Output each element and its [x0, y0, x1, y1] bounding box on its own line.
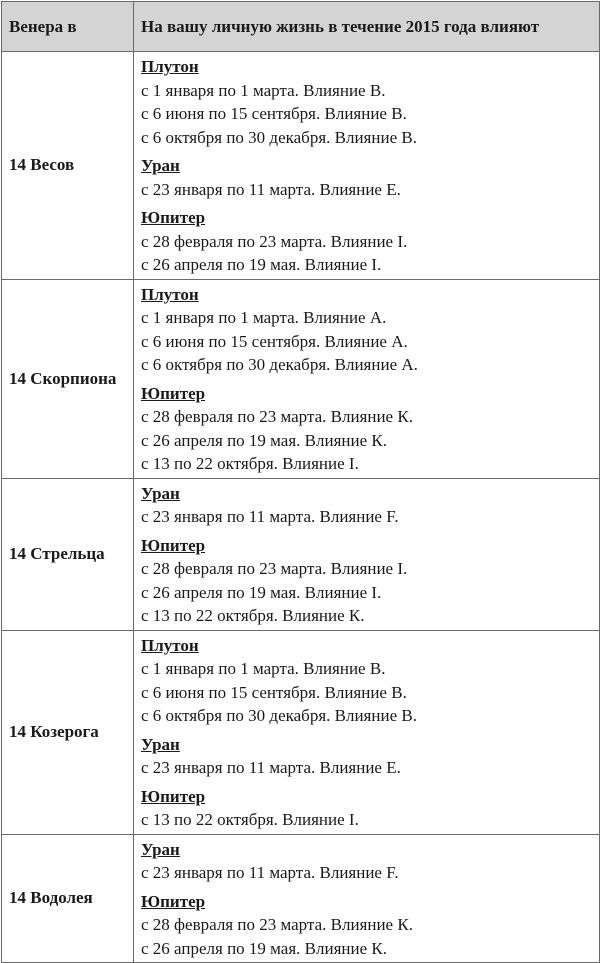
- zodiac-sign-cell: 14 Водолея: [2, 834, 134, 963]
- influence-period: с 28 февраля по 23 марта. Влияние I.: [141, 559, 408, 578]
- influence-period: с 28 февраля по 23 марта. Влияние I.: [141, 231, 408, 251]
- influence-period: с 23 января по 11 марта. Влияние Е.: [141, 179, 401, 199]
- influence-period: с 6 июня по 15 сентября. Влияние В.: [141, 682, 407, 702]
- table-row: [2, 630, 600, 834]
- influence-period: с 13 по 22 октября. Влияние К.: [141, 606, 365, 625]
- zodiac-sign-cell: 14 Козерога: [2, 630, 134, 834]
- header-row: [2, 2, 600, 52]
- planet-heading: Юпитер: [141, 208, 206, 227]
- planet-heading: Плутон: [141, 635, 199, 655]
- planet-heading: Юпитер: [141, 535, 206, 555]
- influence-cell: [134, 279, 600, 478]
- influence-period: с 26 апреля по 19 мая. Влияние I.: [141, 582, 382, 602]
- zodiac-sign-cell: 14 Стрельца: [2, 478, 134, 630]
- table-row: [2, 52, 600, 280]
- table-row: [2, 834, 600, 963]
- influence-cell: [134, 834, 600, 963]
- influence-period: с 28 февраля по 23 марта. Влияние К.: [141, 915, 413, 934]
- zodiac-sign-cell: 14 Скорпиона: [2, 279, 134, 478]
- influence-cell: [134, 478, 600, 630]
- planet-heading: Уран: [141, 483, 180, 503]
- table-row: [2, 279, 600, 478]
- venus-influence-table: [1, 1, 600, 963]
- influence-period: с 13 по 22 октября. Влияние I.: [141, 454, 359, 473]
- influence-period: с 6 июня по 15 сентября. Влияние А.: [141, 331, 408, 351]
- planet-heading: Плутон: [141, 57, 199, 76]
- zodiac-sign-cell: 14 Весов: [2, 52, 134, 280]
- planet-heading: Юпитер: [141, 383, 206, 403]
- influence-period: с 26 апреля по 19 мая. Влияние К.: [141, 938, 387, 958]
- planet-heading: Юпитер: [141, 891, 206, 911]
- planet-heading: Уран: [141, 156, 180, 175]
- influence-period: с 26 апреля по 19 мая. Влияние I.: [141, 255, 382, 274]
- influence-period: с 1 января по 1 марта. Влияние В.: [141, 659, 386, 678]
- influence-period: с 6 июня по 15 сентября. Влияние В.: [141, 104, 407, 123]
- influence-period: с 13 по 22 октября. Влияние I.: [141, 810, 359, 829]
- planet-heading: Плутон: [141, 284, 199, 304]
- influence-period: с 26 апреля по 19 мая. Влияние К.: [141, 430, 387, 450]
- influence-period: с 23 января по 11 марта. Влияние F.: [141, 507, 399, 526]
- influence-period: с 23 января по 11 марта. Влияние F.: [141, 863, 399, 882]
- influence-period: с 23 января по 11 марта. Влияние Е.: [141, 758, 401, 777]
- influence-period: с 1 января по 1 марта. Влияние А.: [141, 308, 387, 327]
- header-venus-in: Венера в: [2, 2, 134, 52]
- header-influences: На вашу личную жизнь в течение 2015 года влияют: [134, 2, 600, 52]
- planet-heading: Уран: [141, 734, 180, 754]
- influence-cell: [134, 52, 600, 280]
- influence-period: с 6 октября по 30 декабря. Влияние В.: [141, 127, 417, 147]
- influence-period: с 1 января по 1 марта. Влияние В.: [141, 80, 386, 100]
- influence-period: с 28 февраля по 23 марта. Влияние К.: [141, 407, 413, 426]
- planet-heading: Юпитер: [141, 786, 206, 806]
- table-body: [2, 52, 600, 963]
- planet-heading: Уран: [141, 839, 180, 859]
- influence-period: с 6 октября по 30 декабря. Влияние А.: [141, 355, 418, 374]
- influence-cell: [134, 630, 600, 834]
- table-row: [2, 478, 600, 630]
- influence-period: с 6 октября по 30 декабря. Влияние В.: [141, 706, 417, 725]
